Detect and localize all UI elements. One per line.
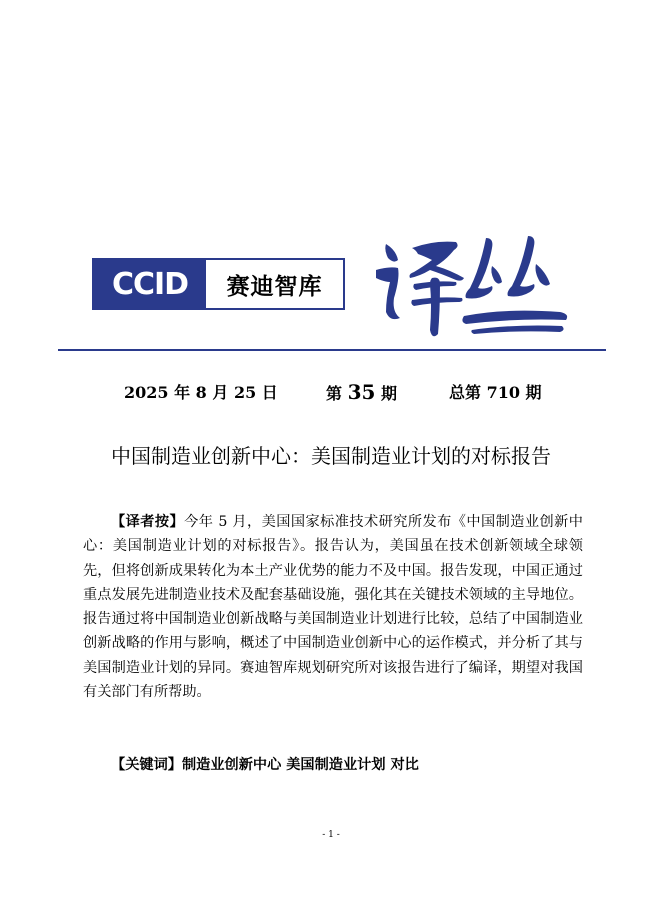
issue-total: 总第 710 期 [449, 383, 542, 402]
ccid-logo [92, 258, 345, 310]
logo-ccid-mark: CCID [94, 260, 206, 308]
translator-note [83, 510, 583, 704]
document-title: 中国制造业创新中心：美国制造业计划的对标报告 [111, 444, 551, 468]
issue-date: 2025 年 8 月 25 日 [124, 383, 278, 402]
translator-note-text: 今年 5 月，美国国家标准技术研究所发布《中国制造业创新中心：美国制造业计划的对标报告》。报告认为，美国虽在技术创新领域全球领先，但将创新成果转化为本土产业优势的能力不及中国。报告发现，中国正通过重点发展先进制造业技术及配套基础设施，强化其在关键技术领域的主导地位。报告通过将中国制造业创新战略与美国制造业计划进行比较，总结了中国制造业创新战略的作用与影响，概述了中国制造业创新中心的运作模式，并分析了其与美国制造业计划的异同。赛迪智库规划研究所对该报告进行了编译，期望对我国有关部门有所帮助。 [83, 514, 583, 701]
issue-number-suffix: 期 [381, 384, 398, 403]
issue-number-prefix: 第 [326, 384, 343, 403]
header-divider [58, 349, 606, 351]
keywords: 【关键词】制造业创新中心 美国制造业计划 对比 [111, 757, 419, 773]
page-number: - 1 - [322, 830, 340, 840]
translator-note-label: 【译者按】 [111, 514, 185, 530]
brush-title-logo [368, 226, 578, 346]
issue-number [326, 380, 397, 404]
issue-number-value: 35 [347, 380, 376, 404]
logo-org-name: 赛迪智库 [226, 273, 323, 300]
